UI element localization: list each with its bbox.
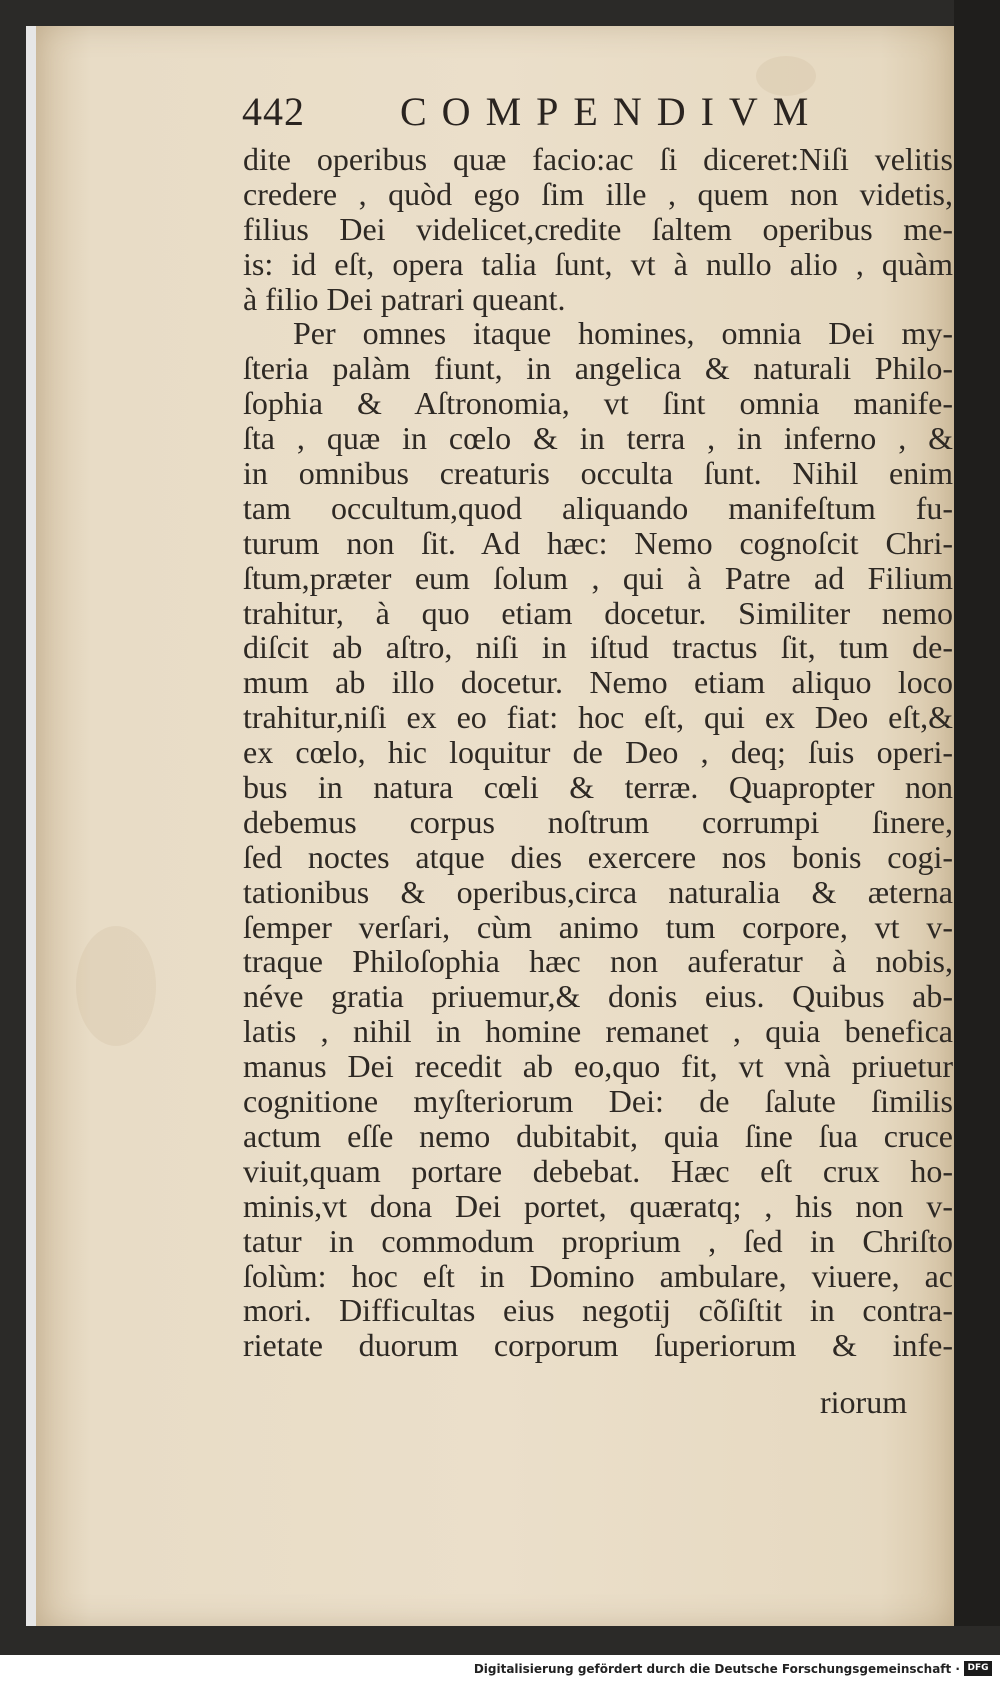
text-line: manus Dei recedit ab eo,quo fit, vt vnà priuetur xyxy=(243,1048,953,1085)
text-line: diſcit ab aſtro, niſi in iſtud tractus ſit, tum de- xyxy=(243,629,953,666)
text-line: mum ab illo docetur. Nemo etiam aliquo loco xyxy=(243,664,953,701)
text-line: actum eſſe nemo dubitabit, quia ſine ſua cruce xyxy=(243,1117,953,1154)
running-head: COMPENDIVM xyxy=(400,89,824,134)
text-line: ſolùm: hoc eſt in Domino ambulare, viuere, ac xyxy=(243,1257,953,1294)
text-line: ſteria palàm fiunt, in angelica & naturali Philo- xyxy=(243,350,953,387)
text-line: mori. Difficultas eius negotij cõſiſtit in contra- xyxy=(243,1292,953,1329)
binding-bottom-edge xyxy=(0,1626,1000,1655)
text-line: minis,vt dona Dei portet, quæratq; , his non v- xyxy=(243,1187,953,1224)
text-line: traque Philoſophia hæc non auferatur à nobis, xyxy=(243,943,953,980)
text-line: bus in natura cœli & terræ. Quapropter non xyxy=(243,769,953,806)
binding-left-edge xyxy=(0,0,26,1655)
text-line: in omnibus creaturis occulta ſunt. Nihil enim xyxy=(243,455,953,492)
catchword: riorum xyxy=(820,1384,908,1420)
page-number: 442 xyxy=(242,89,305,134)
text-line: is: id eſt, opera talia ſunt, vt à nullo alio , quàm xyxy=(243,245,953,282)
text-line: ſta , quæ in cœlo & in terra , in inferno , & xyxy=(243,420,953,457)
funding-credit: Digitalisierung gefördert durch die Deutsche Forschungsgemeinschaft · xyxy=(473,1662,960,1676)
text-line: néve gratia priuemur,& donis eius. Quibus ab- xyxy=(243,978,953,1015)
text-line: credere , quòd ego ſim ille , quem non videtis, xyxy=(243,175,953,212)
text-line: ſtum,præter eum ſolum , qui à Patre ad Filium xyxy=(243,559,953,596)
dfg-logo: DFG xyxy=(964,1661,992,1676)
paper-stain xyxy=(76,926,156,1046)
body-text xyxy=(243,142,953,1363)
text-line: latis , nihil in homine remanet , quia benefica xyxy=(243,1013,953,1050)
text-line: ſophia & Aſtronomia, vt ſint omnia manife- xyxy=(243,385,953,422)
text-line: turum non ſit. Ad hæc: Nemo cognoſcit Chri- xyxy=(243,524,953,561)
text-line: trahitur, à quo etiam docetur. Similiter nemo xyxy=(243,594,953,631)
text-line: ſemper verſari, cùm animo tum corpore, vt v- xyxy=(243,908,953,945)
text-line: filius Dei videlicet,credite ſaltem operibus me- xyxy=(243,210,953,247)
text-line: debemus corpus noſtrum corrumpi ſinere, xyxy=(243,803,953,840)
text-line: rietate duorum corporum ſuperiorum & infe- xyxy=(243,1327,953,1364)
binding-right-edge xyxy=(954,0,1000,1655)
text-line: viuit,quam portare debebat. Hæc eſt crux ho- xyxy=(243,1152,953,1189)
text-line: cognitione myſteriorum Dei: de ſalute ſimilis xyxy=(243,1083,953,1120)
text-line: ſed noctes atque dies exercere nos bonis cogi- xyxy=(243,838,953,875)
text-line: dite operibus quæ facio:ac ſi diceret:Niſi velitis xyxy=(243,141,953,177)
text-line: tam occultum,quod aliquando manifeſtum fu- xyxy=(243,489,953,526)
text-line: ex cœlo, hic loquitur de Deo , deq; ſuis operi- xyxy=(243,734,953,771)
paragraph-start-line: Per omnes itaque homines, omnia Dei my- xyxy=(293,315,953,352)
text-line: tatur in commodum proprium , ſed in Chriſto xyxy=(243,1222,953,1259)
binding-top-edge xyxy=(0,0,1000,26)
text-line: à filio Dei patrari queant. xyxy=(243,280,566,317)
digitization-footer xyxy=(0,1655,1000,1683)
text-line: trahitur,niſi ex eo fiat: hoc eſt, qui ex Deo eſt,& xyxy=(243,699,953,736)
text-line: tationibus & operibus,circa naturalia & æterna xyxy=(243,873,953,910)
